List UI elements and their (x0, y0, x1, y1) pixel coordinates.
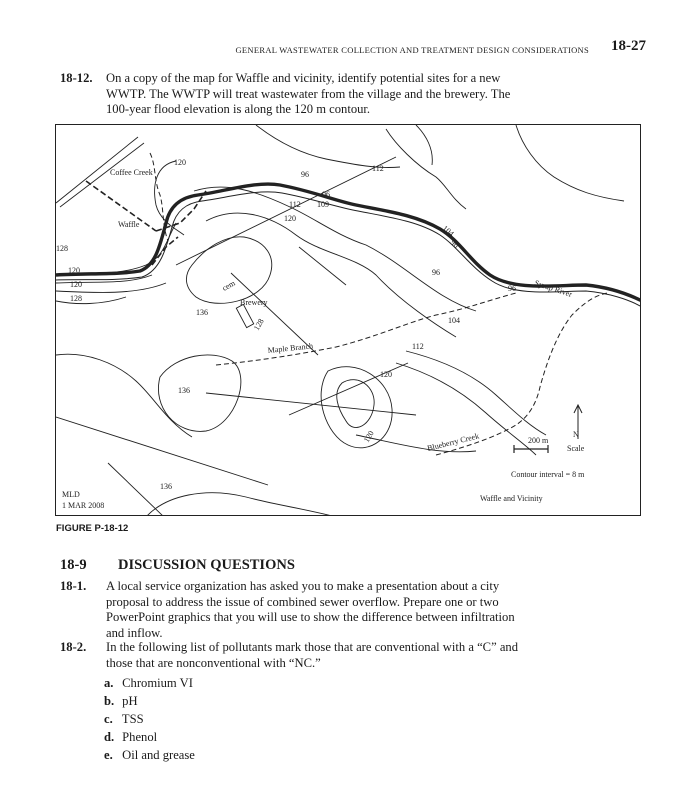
question-line: In the following list of pollutants mark those that are conventional with a “C” and (106, 640, 518, 654)
list-letter: a. (104, 676, 114, 690)
pollutant-name: Oil and grease (122, 748, 195, 762)
question-number: 18-1. (60, 579, 87, 593)
map-credit-date: 1 MAR 2008 (62, 501, 105, 510)
contour-label: 112 (412, 342, 424, 351)
figure-caption: FIGURE P-18-12 (56, 523, 129, 534)
section-number: 18-9 (60, 557, 87, 573)
contour-line (56, 297, 126, 304)
question-line: proposal to address the issue of combined sewer overflow. Prepare one or two (106, 594, 499, 609)
contour-label: 120 (380, 370, 392, 379)
contour-label: 120 (361, 429, 376, 444)
map-place-label: Syrup River (533, 278, 574, 299)
question-line: PowerPoint graphics that you will use to show the difference between infiltration (106, 610, 515, 624)
north-label: N (573, 430, 579, 439)
contour-line (337, 380, 374, 428)
scale-label: Scale (567, 444, 585, 453)
contour-label: 112 (372, 164, 384, 173)
map-place-label: Maple Branch (267, 341, 314, 355)
list-item (104, 692, 195, 710)
problem-18-12 (60, 71, 520, 118)
contour-line (155, 161, 184, 235)
contour-label: 120 (284, 214, 296, 223)
contour-label: 136 (178, 386, 190, 395)
contour-label: 104 (448, 316, 460, 325)
map-title: Waffle and Vicinity (480, 494, 543, 503)
map-drawing (56, 125, 641, 516)
list-letter: c. (104, 712, 113, 726)
list-letter: e. (104, 748, 113, 762)
road (206, 393, 416, 415)
brewery-building (236, 304, 253, 327)
contour-line (406, 351, 546, 435)
contour-label: 96 (301, 170, 309, 179)
pollutant-name: Phenol (122, 730, 158, 744)
contour-label: 128 (56, 244, 68, 253)
problem-number: 18-12. (60, 71, 93, 85)
contour-label: 109 (317, 200, 329, 209)
question-line: those that are nonconventional with “NC.” (106, 655, 321, 670)
contour-line (56, 354, 192, 437)
list-item (104, 728, 195, 746)
page-number: 18-27 (611, 38, 646, 54)
contour-label: 136 (160, 482, 172, 491)
contour-line (146, 493, 336, 516)
problem-line: 100-year flood elevation is along the 120 m contour. (106, 102, 371, 116)
contour-label: 96 (432, 268, 440, 277)
problem-line: WWTP. The WWTP will treat wastewater from the village and the brewery. The (106, 86, 511, 101)
question-18-1 (60, 579, 520, 641)
contour-line (516, 125, 624, 201)
question-number: 18-2. (60, 640, 87, 654)
contour-line (386, 129, 466, 209)
contour-label: 96 (448, 237, 461, 250)
question-18-2 (60, 640, 520, 671)
contour-line (256, 125, 400, 168)
running-header: GENERAL WASTEWATER COLLECTION AND TREATMENT DESIGN CONSIDERATIONS (235, 45, 589, 55)
map-place-label: Brewery (240, 298, 268, 307)
problem-line: On a copy of the map for Waffle and vicinity, identify potential sites for a new (106, 71, 501, 85)
map-figure (55, 124, 641, 516)
contour-label: 96 (322, 190, 330, 199)
contour-line (416, 125, 432, 165)
list-letter: b. (104, 694, 115, 708)
contour-line (186, 237, 271, 304)
section-title: DISCUSSION QUESTIONS (118, 557, 295, 573)
road (56, 417, 268, 485)
contour-label: 104 (440, 223, 456, 239)
contour-interval: Contour interval = 8 m (511, 470, 585, 479)
pollutant-name: pH (122, 694, 138, 708)
map-place-label: Blueberry Creek (426, 431, 481, 453)
map-credit-author: MLD (62, 490, 80, 499)
map-place-label: Coffee Creek (110, 168, 153, 177)
list-item (104, 746, 195, 764)
map-place-label: Waffle (118, 220, 140, 229)
blueberry-creek (436, 293, 608, 455)
contour-label: 120 (70, 280, 82, 289)
pollutant-list (104, 674, 195, 764)
contour-label: 128 (70, 294, 82, 303)
road (299, 247, 346, 285)
list-item (104, 674, 195, 692)
question-line: and inflow. (106, 625, 163, 640)
contour-label: 120 (174, 158, 186, 167)
list-letter: d. (104, 730, 115, 744)
scale-bar (514, 445, 548, 453)
contour-label: 96 (508, 284, 516, 293)
list-item (104, 710, 195, 728)
question-line: A local service organization has asked you to make a presentation about a city (106, 579, 500, 593)
pollutant-name: TSS (121, 712, 144, 726)
contour-label: 112 (289, 200, 301, 209)
contour-label: 136 (196, 308, 208, 317)
pollutant-name: Chromium VI (122, 676, 193, 690)
map-place-label: cem (220, 278, 237, 293)
contour-label: 120 (68, 266, 80, 275)
scale-bar-label: 200 m (528, 436, 549, 445)
contour-label: 128 (251, 317, 266, 332)
